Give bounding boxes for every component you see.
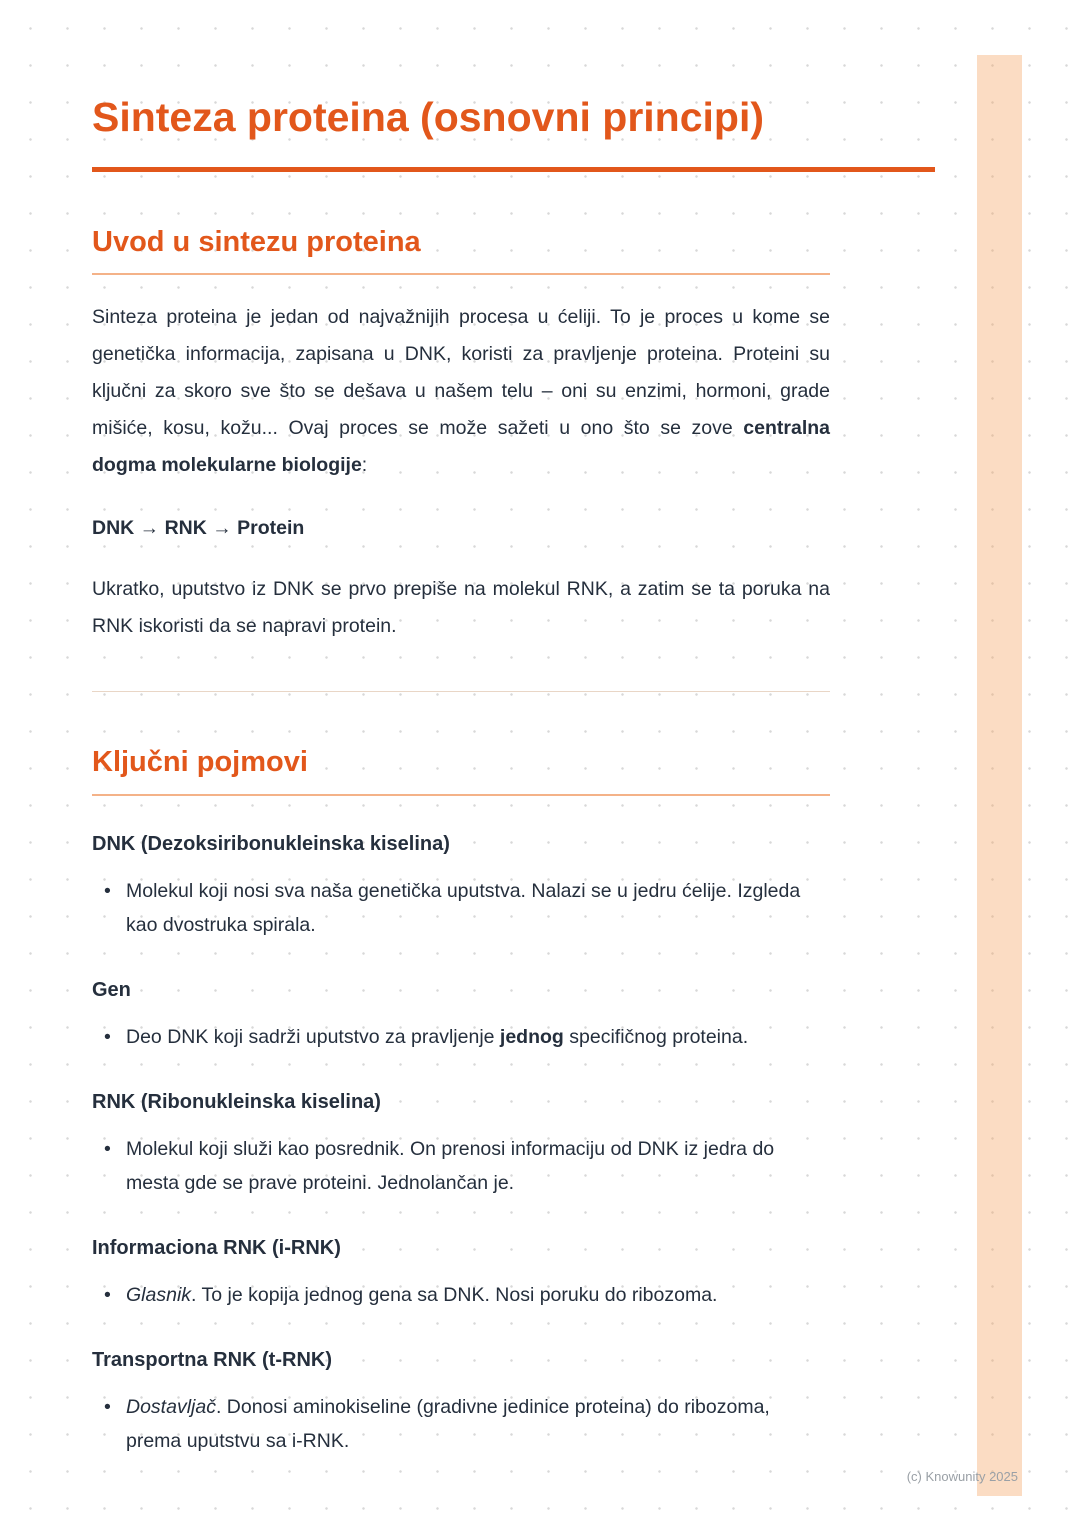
term-list-gen (92, 1020, 830, 1054)
term-bullet-gen-pre: Deo DNK koji sadrži uputstvo za pravljenje (126, 1025, 500, 1048)
term-bullet-dnk: • Molekul koji nosi sva naša genetička uputstva. Nalazi se u jedru ćelije. Izgleda kao dvostruka spirala. (92, 874, 830, 942)
term-bullet-gen-bold: jednog (499, 1025, 564, 1048)
term-list-trnk (92, 1390, 830, 1458)
term-bullet-trnk (92, 1390, 830, 1458)
term-title-rnk: RNK (Ribonukleinska kiselina) (92, 1090, 381, 1113)
intro-paragraph-1-text: Sinteza proteina je jedan od najvažnijih procesa u ćeliji. To je proces u kome se genetička informacija, zapisana u DNK, koristi za pravljenje proteina. Proteini su ključni za skoro sve što se dešava u našem telu – oni su enzimi, hormoni, grade mišiće, kosu, kožu... Ovaj proces se može sažeti u ono što se zove (92, 306, 830, 440)
term-bullet-irnk-rest: . To je kopija jednog gena sa DNK. Nosi poruku do ribozoma. (191, 1283, 718, 1306)
central-dogma-term: centralna dogma molekularne biologije (92, 417, 830, 477)
term-title-gen: Gen (92, 978, 131, 1001)
term-title-irnk: Informaciona RNK (i-RNK) (92, 1236, 341, 1259)
section-intro (92, 226, 830, 645)
term-bullet-rnk: • Molekul koji služi kao posrednik. On prenosi informaciju od DNK iz jedra do mesta gde se prave proteini. Jednolančan je. (92, 1132, 830, 1200)
section-divider (92, 691, 830, 692)
intro-paragraph-1-tail: : (361, 454, 368, 477)
term-list-dnk (92, 874, 830, 942)
term-bullet-irnk-italic: Glasnik (126, 1283, 192, 1306)
intro-paragraph-1 (92, 299, 830, 484)
term-bullet-trnk-rest: . Donosi aminokiseline (gradivne jedinice proteina) do ribozoma, prema uputstvu sa i-RNK. (126, 1395, 770, 1452)
central-dogma-formula: DNK → RNK → Protein (92, 517, 305, 540)
page-title: Sinteza proteina (osnovni principi) (92, 94, 764, 140)
term-list-rnk (92, 1132, 830, 1200)
term-title-dnk: DNK (Dezoksiribonukleinska kiselina) (92, 832, 450, 855)
copyright-notice: (c) Knowunity 2025 (906, 1469, 1018, 1484)
section-key-terms (92, 746, 830, 1457)
title-underline-rule (92, 167, 935, 172)
term-bullet-irnk (92, 1278, 830, 1312)
section-heading-intro: Uvod u sintezu proteina (92, 226, 830, 275)
decorative-side-stripe (977, 55, 1022, 1496)
intro-paragraph-2: Ukratko, uputstvo iz DNK se prvo prepiše na molekul RNK, a zatim se ta poruka na RNK iskoristi da se napravi protein. (92, 578, 830, 638)
term-bullet-trnk-italic: Dostavljač (126, 1395, 216, 1418)
term-list-irnk (92, 1278, 830, 1312)
term-bullet-gen-post: specifičnog proteina. (563, 1025, 749, 1048)
term-title-trnk: Transportna RNK (t-RNK) (92, 1348, 332, 1371)
section-heading-key-terms: Ključni pojmovi (92, 746, 830, 795)
term-bullet-gen (92, 1020, 830, 1054)
